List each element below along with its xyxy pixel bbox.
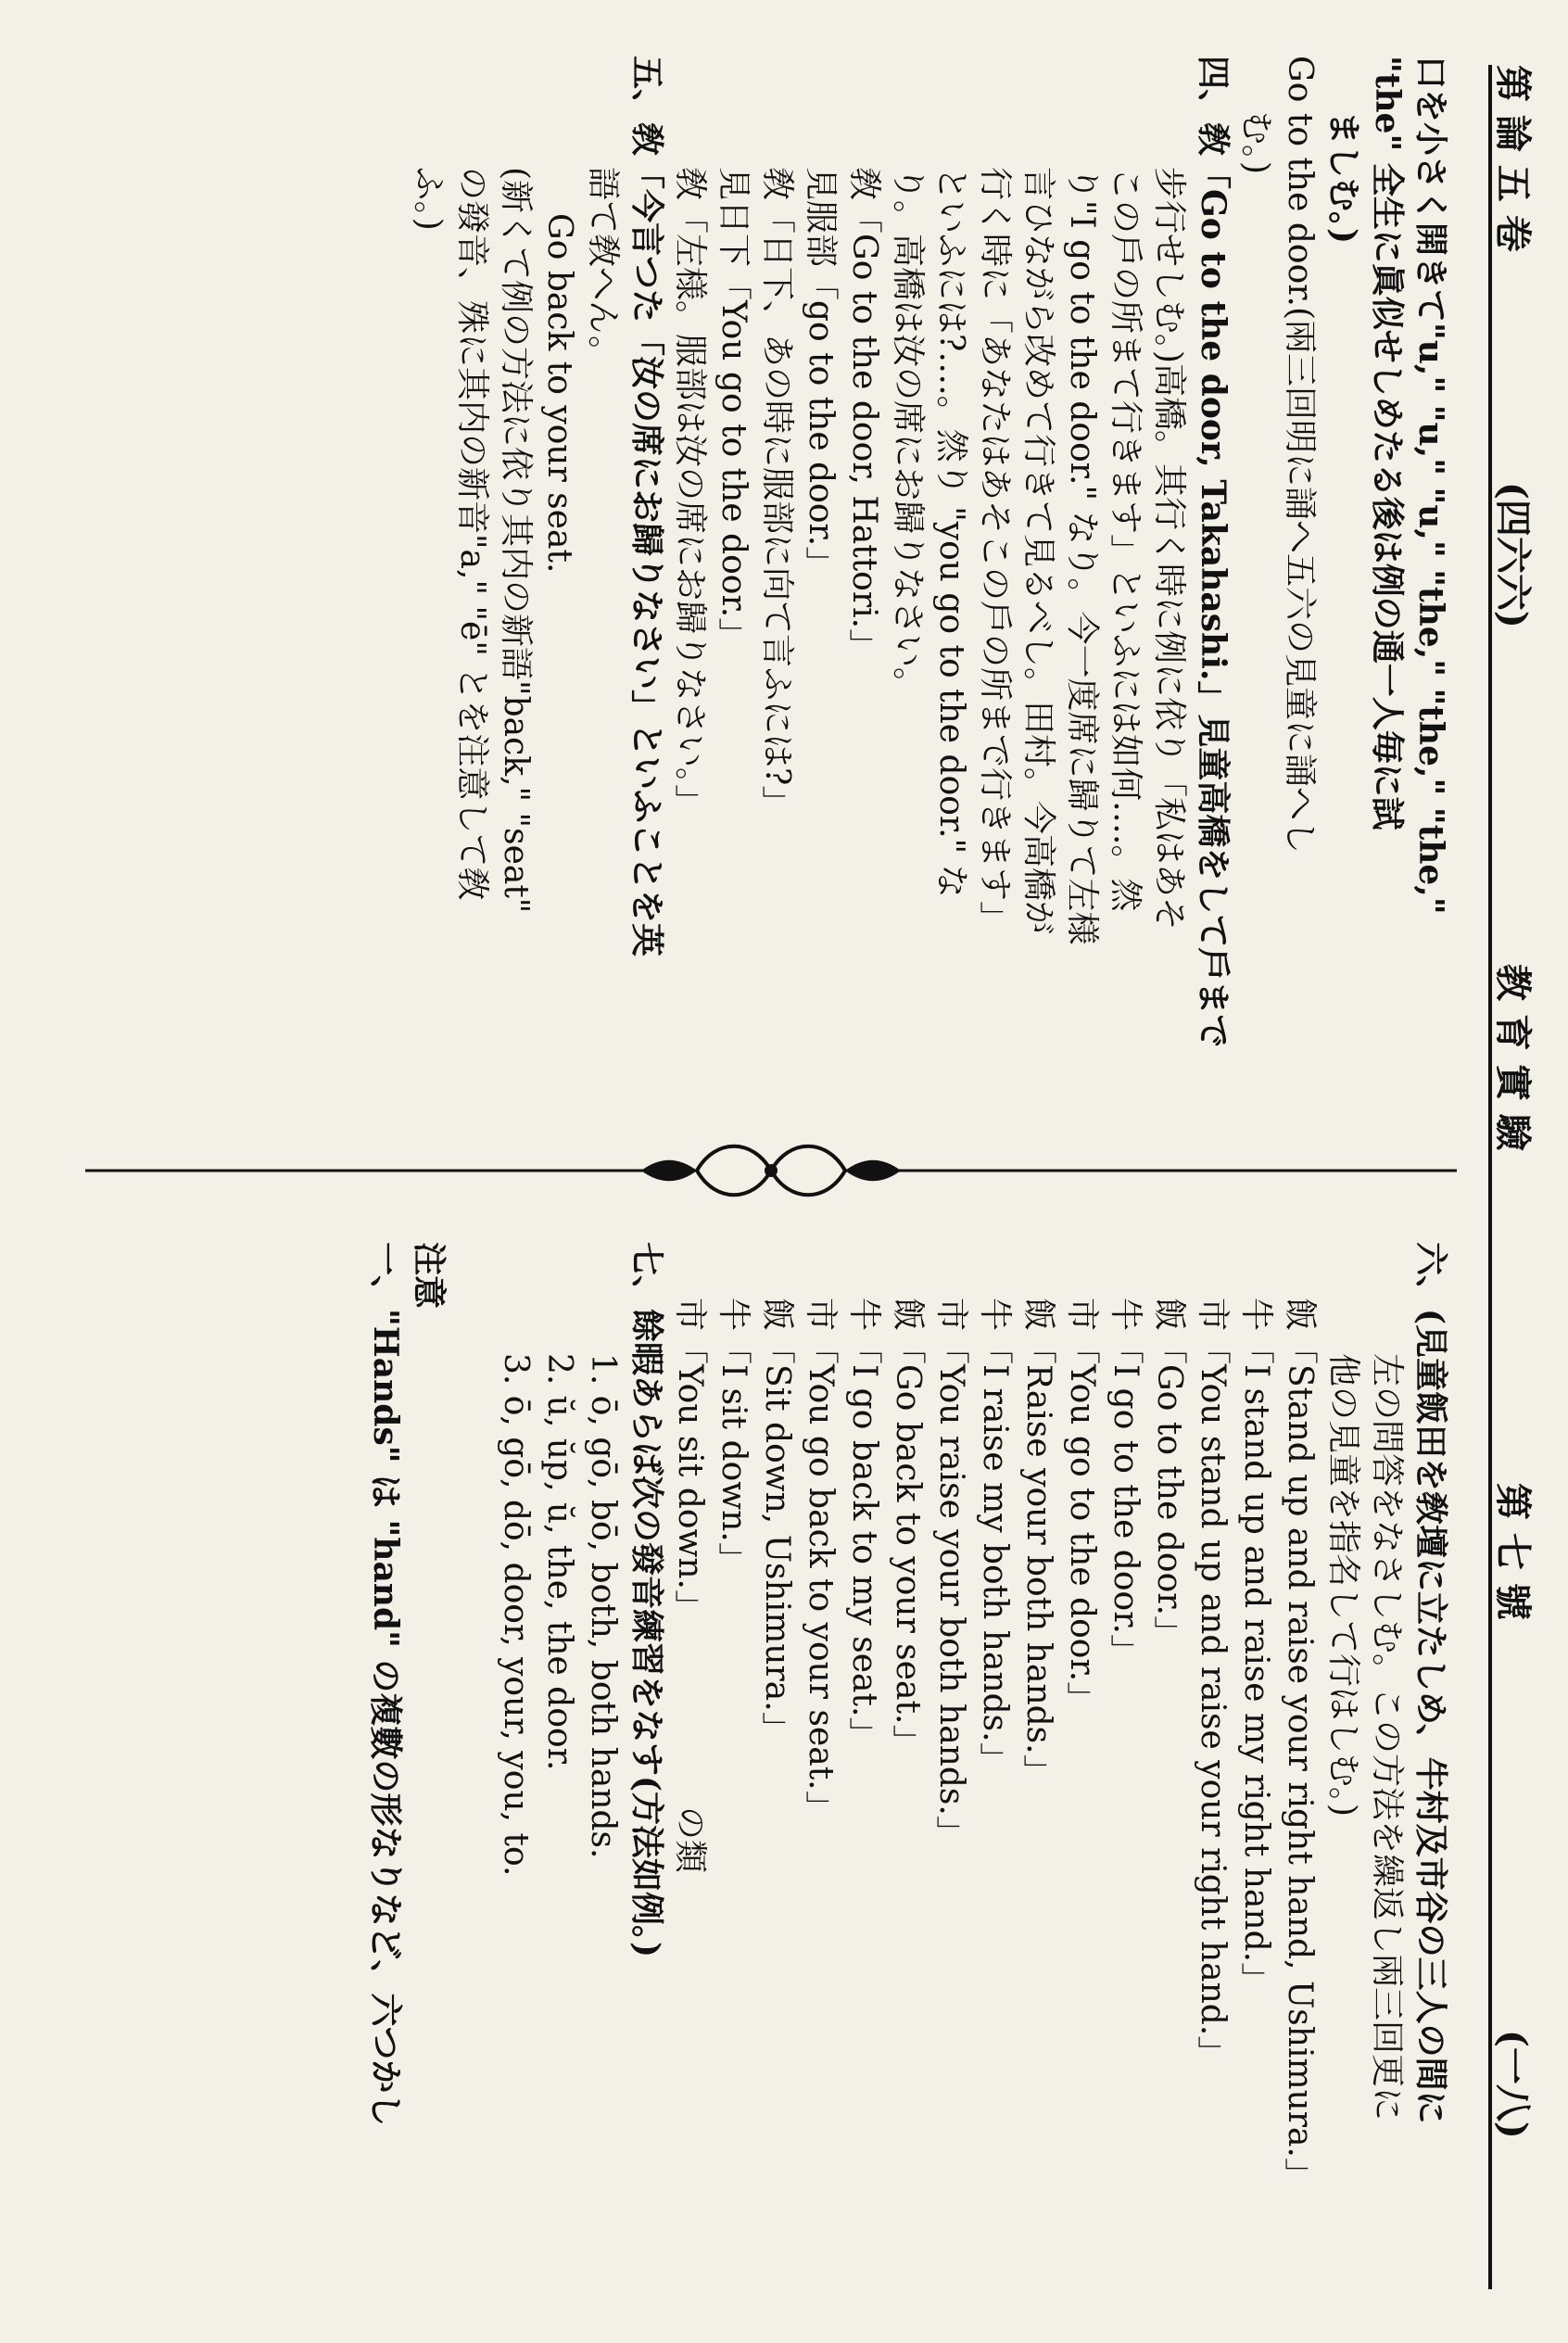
text-line: 市「You sit down.」 の類: [671, 1298, 709, 1874]
text-line: 注意: [410, 1242, 449, 1310]
text-line: 口を小さく開きて"u," "u," "u," "the," "the," "the,": [1411, 56, 1450, 915]
text-line: 牛「I stand up and raise my right hand.」: [1237, 1298, 1275, 1996]
ornament-divider: [48, 1101, 1494, 1240]
text-line: 敎「日下、あの時に服部に向て言ふには?」: [758, 167, 796, 819]
text-line: 飯「Go back to your seat.」: [889, 1298, 927, 1758]
text-line: Go to the door.(兩三回明に誦へ五六の見童に誦へし: [1281, 56, 1319, 854]
text-line: 市「You go back to your seat.」: [802, 1298, 840, 1824]
text-line: 行く時に「あなたはあそこの戶の所まで行きます」: [976, 167, 1014, 935]
text-line: 左の問答をなさしむ。この方法を繰返し兩三回更に: [1368, 1353, 1406, 2121]
text-line: り"I go to the door." なり。今一度席に歸りて左様: [1063, 167, 1101, 945]
text-line: 言ひながら改めて行きて見るべし。田村。今高橋が: [1019, 167, 1057, 935]
text-line: 四、敎「Go to the door, Takahashi.」見童高橋をして戶まで: [1194, 56, 1233, 1048]
text-line: 3. ō, gō, dō, door, your, you, to.: [497, 1353, 535, 1877]
text-line: 飯「Sit down, Ushimura.」: [758, 1298, 796, 1745]
header-issue-code: (四六六): [1491, 482, 1535, 628]
text-line: 2. ŭ, ŭp, ŭ, the, the door.: [540, 1353, 578, 1771]
text-line: Go back to your seat.: [540, 213, 578, 574]
text-line: 見服部「go to the door.」: [802, 167, 840, 580]
text-line: 市「You raise your both hands.」: [932, 1298, 970, 1849]
text-line: 他の見童を指名して行はしむ。): [1324, 1353, 1362, 1817]
text-line: の發音、殊に其内の新音"a," "ē" とを注意して敎: [453, 167, 491, 901]
text-column-right: [407, 56, 1452, 1094]
text-line: この戶の所まて行きます」といふには如何….。然: [1106, 167, 1144, 912]
header-journal-title: 教 育 實 驗: [1491, 964, 1535, 1151]
header-volume: 第 七 號: [1491, 1483, 1535, 1620]
text-line: り。高橋は汝の席にお歸りなさい。: [889, 167, 927, 702]
text-line: 步行せしむ。)高橋。其行く時に例に依り「私はあそ: [1150, 167, 1188, 931]
text-line: 語て敎へん。: [584, 167, 622, 370]
text-line: 牛「I go to the door.」: [1106, 1298, 1144, 1667]
text-line: 飯「Raise your both hands.」: [1019, 1298, 1057, 1788]
text-line: 牛「I go back to my seat.」: [845, 1298, 883, 1751]
text-line: 敎「左様。服部は汝の席にお歸りなさい。」: [671, 167, 709, 818]
text-line: 七、餘暇あらば次の發音練習をなす(方法如例。): [627, 1242, 666, 1958]
header-series: 第 論 五 卷: [1491, 65, 1535, 252]
text-line: (新くて例の方法に依り其内の新語"back," "seat": [497, 167, 535, 914]
text-line: 飯「Go to the door.」: [1150, 1298, 1188, 1649]
text-line: といふには?….。然り "you go to the door." な: [932, 167, 970, 898]
text-line: 一、"Hands" は "hand" の複數の形なりなど、六つかし: [366, 1242, 405, 2127]
text-line: 六、(見童飯田を敎壇に立たしめ、牛村及市谷の三人の間に: [1411, 1242, 1450, 2124]
text-line: [450, 1242, 494, 2280]
text-line: "the" 全生に眞似せしめたる後は例の通一人毎に試: [1368, 56, 1407, 830]
text-line: 牛「I raise my both hands.」: [976, 1298, 1014, 1776]
text-line: 市「You go to the door.」: [1063, 1298, 1101, 1716]
text-line: 敎「Go to the door, Hattori.」: [845, 167, 883, 663]
text-line: ましむ。): [1324, 111, 1363, 245]
text-line: 飯「Stand up and raise your right hand, Ushimura.」: [1281, 1298, 1319, 2191]
text-line: 1. ō, gō, bō, both, both hands.: [584, 1353, 622, 1859]
text-line: む。): [1237, 111, 1275, 175]
text-line: 見日下「You go to the door.」: [714, 167, 752, 652]
text-column-left: [363, 1242, 1452, 2280]
header-page-number: (一八): [1491, 2030, 1535, 2139]
text-line: ふ。): [410, 167, 448, 231]
text-line: 五、敎「今言つた「汝の席にお歸りなさい」といふことを英: [627, 56, 666, 957]
text-line: 市「You stand up and raise your right hand.」: [1194, 1298, 1232, 2070]
text-line: 牛「I sit down.」: [714, 1298, 752, 1576]
